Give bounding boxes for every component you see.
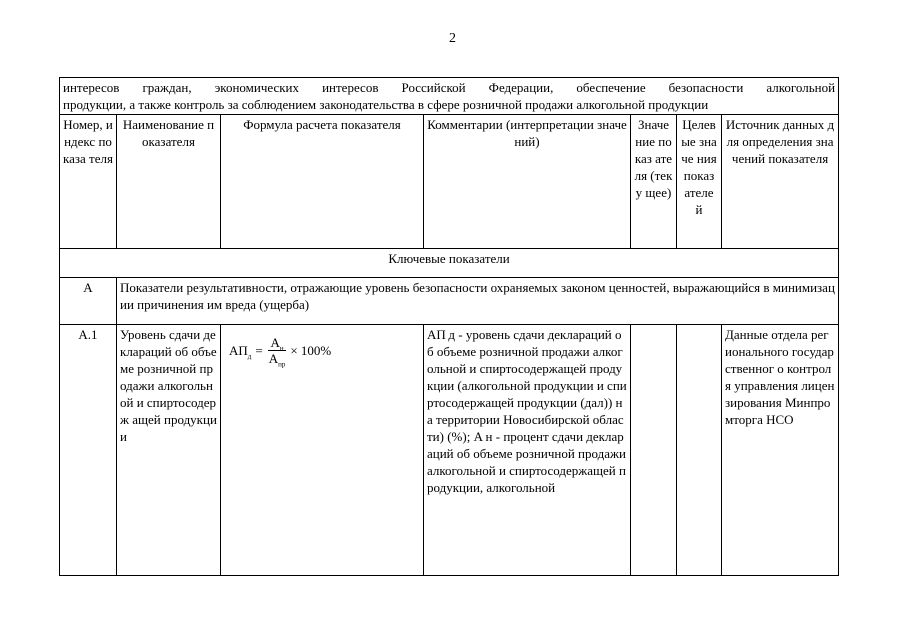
group-id: А [60,278,117,325]
header-row [60,115,839,249]
section-title: Ключевые показатели [60,249,839,278]
carry-over-row [60,78,839,115]
indicator-comment: АП д - уровень сдачи деклараций об объеме розничной продажи алкогольной и спиртосодержащей продукции (алкогольной продукции и спиртосодержащей продукции (дал)) на территории Новосибирской области) (%); А н - процент сдачи деклараций об объеме розничной продажи алкогольной и спиртосодержащей продукции, алкогольной [424,325,631,576]
formula-equals: = [255,343,263,358]
indicator-current-value [631,325,677,576]
page-number: 2 [449,31,456,46]
formula-numerator: $А_н$ [270,335,284,353]
formula-fraction [267,335,288,369]
header-comments: Комментарии (интерпретации значений) [424,115,631,249]
carry-over-line-2: продукции, а также контроль за соблюдением законодательства в сфере розничной продажи алкогольной продукции [63,97,709,112]
carry-over-line-1: интересов граждан, экономических интересов Российской Федерации, обеспечение безопасности алкогольной [63,80,836,95]
indicators-table [59,77,839,576]
header-number: Номер, индекс показа теля [60,115,117,249]
group-text: Показатели результативности, отражающие уровень безопасности охраняемых законом ценностей, выражающийся в минимизации причинения им вреда (ущерба) [117,278,839,325]
section-row [60,249,839,278]
header-target-values: Целев ые значе ния показ ателе й [677,115,722,249]
formula-lhs: $АП_д$ [229,343,252,361]
indicator-source: Данные отдела регионального государственног о контроля управления лицензирования Минпромторга НСО [722,325,839,576]
header-current-value: Значе ние показ ателя (теку щее) [631,115,677,249]
formula-denominator: $А_{пр}$ [268,351,286,369]
indicator-target-value [677,325,722,576]
formula-tail: × 100% [290,343,332,358]
formula-expression [229,335,419,369]
table-row [60,325,839,576]
header-name: Наименование показателя [117,115,221,249]
header-formula: Формула расчета показателя [221,115,424,249]
page-cut-mask [59,583,839,640]
indicator-name: Уровень сдачи деклараций об объеме розничной продажи алкогольной и спиртосодерж ащей продукции [117,325,221,576]
indicator-formula [221,325,424,576]
header-data-source: Источник данных для определения значений показателя [722,115,839,249]
carry-over-text [60,78,839,115]
group-row [60,278,839,325]
indicator-id: А.1 [60,325,117,576]
